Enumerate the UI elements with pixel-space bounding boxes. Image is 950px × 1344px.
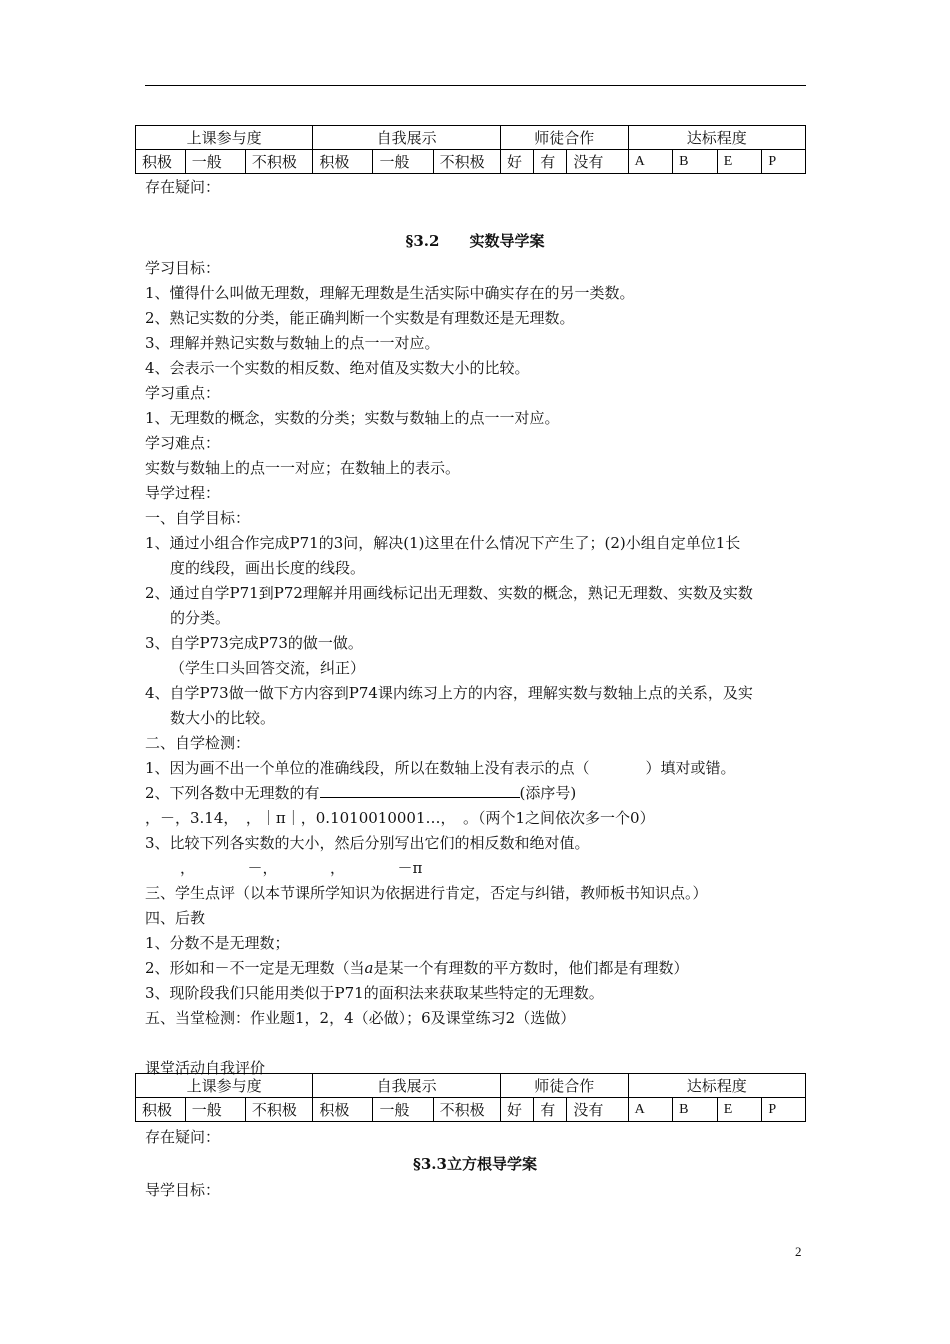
doubts-label: 存在疑问： [145, 178, 221, 196]
grade-cell: A [628, 1098, 673, 1122]
goal-item: 4、会表示一个实数的相反数、绝对值及实数大小的比较。 [145, 359, 530, 377]
grade-cell: E [717, 150, 762, 174]
option-cell: 一般 [373, 150, 433, 174]
option-cell: 不积极 [245, 1098, 312, 1122]
step-item: 1、通过小组合作完成P71的3问，解决(1)这里在什么情况下产生了；(2)小组自定单位1长 [145, 534, 741, 552]
evaluation-table [135, 125, 806, 174]
step-item: 3、自学P73完成P73的做一做。 [145, 634, 363, 652]
goal-item: 3、理解并熟记实数与数轴上的点一一对应。 [145, 334, 440, 352]
header-mentor-cooperation: 师徒合作 [501, 126, 629, 150]
evaluation-table [135, 1073, 806, 1122]
header-participation: 上课参与度 [136, 1074, 313, 1098]
header-self-display: 自我展示 [313, 126, 501, 150]
goal-item: 1、懂得什么叫做无理数，理解无理数是生活实际中确实存在的另一类数。 [145, 284, 635, 302]
self-eval-label: 课堂活动自我评价 [145, 1059, 266, 1077]
peer-review-heading: 三、学生点评（以本节课所学知识为依据进行肯定，否定与纠错，教师板书知识点。） [145, 884, 708, 902]
step-item: 4、自学P73做一做下方内容到P74课内练习上方的内容，理解实数与数轴上点的关系，及实 [145, 684, 753, 702]
step-item-continued: 数大小的比较。 [170, 709, 276, 727]
number-list: ，－，3.14， ，｜π｜，0.1010010001…， 。（两个1之间依次多一个0） [145, 809, 655, 827]
option-cell: 没有 [567, 150, 628, 174]
header-achievement: 达标程度 [628, 1074, 805, 1098]
check-item-text: (添序号) [519, 784, 577, 802]
number-list: ， －， ， －π [180, 859, 423, 877]
key-points-text: 1、无理数的概念，实数的分类；实数与数轴上的点一一对应。 [145, 409, 560, 427]
grade-cell: P [762, 1098, 806, 1122]
grade-cell: A [628, 150, 673, 174]
grade-cell: B [673, 150, 718, 174]
goal-item: 2、熟记实数的分类，能正确判断一个实数是有理数还是无理数。 [145, 309, 575, 327]
difficulty-label: 学习难点： [145, 434, 221, 452]
option-cell: 有 [534, 1098, 567, 1122]
variable-a: a [364, 959, 374, 977]
goals-label: 学习目标： [145, 259, 221, 277]
check-item-text: 2、下列各数中无理数的有 [145, 784, 320, 802]
answer-underline-blank[interactable] [320, 783, 520, 798]
teach-item: 1、分数不是无理数； [145, 934, 290, 952]
option-cell: 积极 [136, 1098, 186, 1122]
header-mentor-cooperation: 师徒合作 [501, 1074, 629, 1098]
header-self-display: 自我展示 [313, 1074, 501, 1098]
option-cell: 不积极 [433, 150, 500, 174]
teach-item [145, 958, 689, 978]
self-check-heading: 二、自学检测： [145, 734, 251, 752]
option-cell: 积极 [313, 1098, 373, 1122]
key-points-label: 学习重点： [145, 384, 221, 402]
option-cell: 没有 [567, 1098, 628, 1122]
option-cell: 好 [501, 150, 534, 174]
section-title: §3.3立方根导学案 [413, 1155, 537, 1173]
step-item-continued: 度的线段，画出长度的线段。 [170, 559, 366, 577]
step-item: 2、通过自学P71到P72理解并用画线标记出无理数、实数的概念，熟记无理数、实数及实数 [145, 584, 753, 602]
check-item [145, 758, 736, 778]
header-achievement: 达标程度 [628, 126, 805, 150]
option-cell: 有 [534, 150, 567, 174]
option-cell: 不积极 [433, 1098, 500, 1122]
check-item [145, 783, 576, 803]
process-label: 导学过程： [145, 484, 221, 502]
grade-cell: E [717, 1098, 762, 1122]
option-cell: 积极 [313, 150, 373, 174]
option-cell: 积极 [136, 150, 186, 174]
section-title: §3.2 实数导学案 [405, 232, 545, 250]
teach-item-text: 是某一个有理数的平方数时，他们都是有理数） [373, 959, 689, 977]
teach-item: 3、现阶段我们只能用类似于P71的面积法来获取某些特定的无理数。 [145, 984, 604, 1002]
option-cell: 不积极 [245, 150, 312, 174]
option-cell: 好 [501, 1098, 534, 1122]
difficulty-text: 实数与数轴上的点一一对应；在数轴上的表示。 [145, 459, 461, 477]
teach-item-text: 2、形如和－不一定是无理数（当 [145, 959, 365, 977]
doubts-label: 存在疑问： [145, 1128, 221, 1146]
page-number: 2 [795, 1244, 802, 1259]
check-item-text: 1、因为画不出一个单位的准确线段，所以在数轴上没有表示的点（ [145, 759, 590, 777]
option-cell: 一般 [185, 1098, 245, 1122]
self-study-goals-heading: 一、自学目标： [145, 509, 251, 527]
option-cell: 一般 [185, 150, 245, 174]
header-rule [145, 85, 806, 86]
option-cell: 一般 [373, 1098, 433, 1122]
guide-goals-label: 导学目标： [145, 1181, 221, 1199]
check-item: 3、比较下列各实数的大小，然后分别写出它们的相反数和绝对值。 [145, 834, 590, 852]
post-teach-heading: 四、后教 [145, 909, 206, 927]
grade-cell: B [673, 1098, 718, 1122]
check-item-text: ）填对或错。 [645, 759, 736, 777]
step-item-continued: 的分类。 [170, 609, 231, 627]
step-note: （学生口头回答交流，纠正） [170, 659, 366, 677]
header-participation: 上课参与度 [136, 126, 313, 150]
class-check-heading: 五、当堂检测：作业题1，2，4（必做）；6及课堂练习2（选做） [145, 1009, 576, 1027]
grade-cell: P [762, 150, 806, 174]
